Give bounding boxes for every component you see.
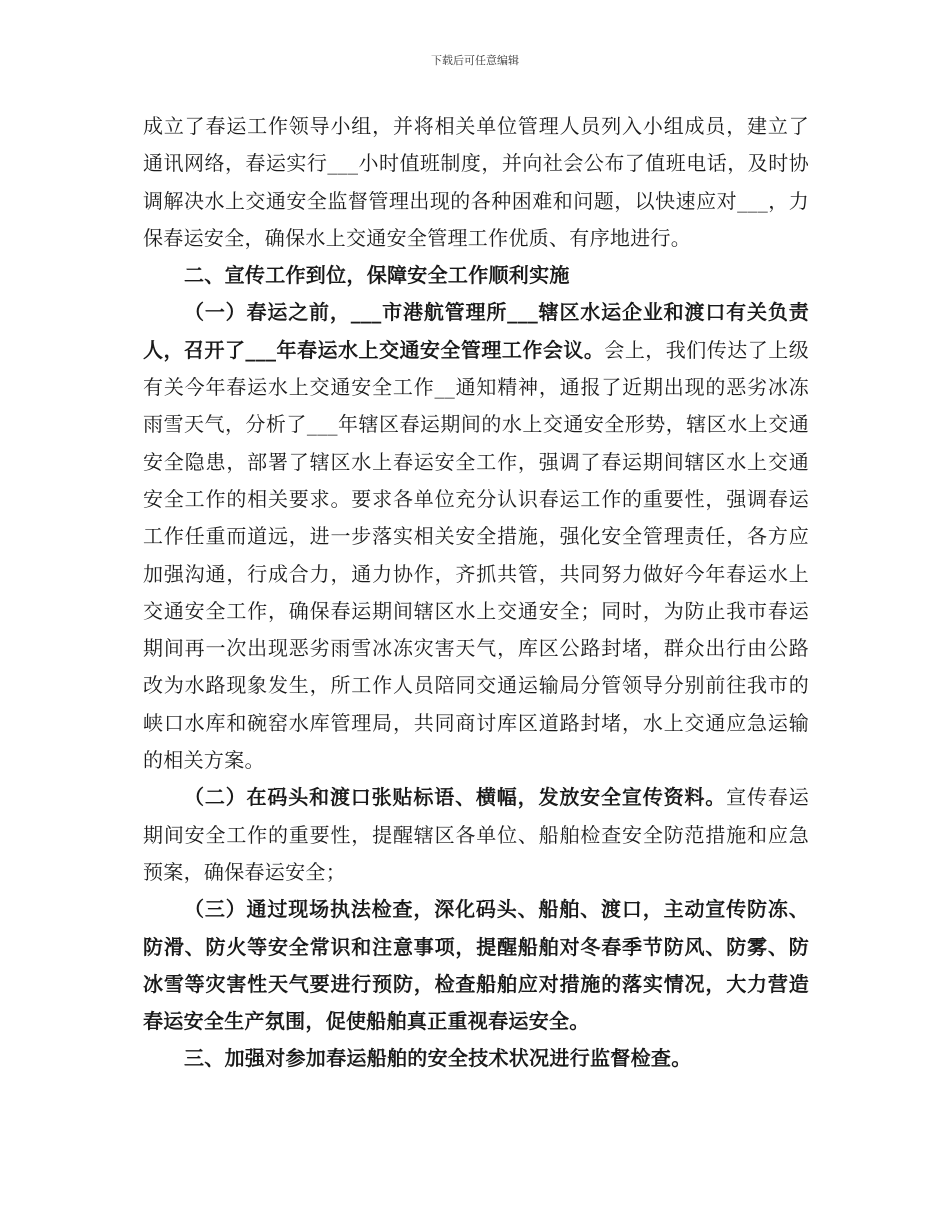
document-body	[143, 108, 809, 1078]
paragraph-item-1	[143, 294, 809, 779]
page-header: 下载后可任意编辑	[431, 54, 519, 67]
section-heading-3	[143, 1040, 809, 1077]
paragraph-lead: （三）通过现场执法检查，深化码头、船舶、渡口，主动宣传防冻、防滑、防火等安全常识和注意事项，提醒船舶对冬春季节防风、防雾、防冰雪等灾害性天气要进行预防，检查船舶应对措施的落实情况，大力营造春运安全生产氛围，促使船舶真正重视春运安全。	[143, 897, 809, 1034]
paragraph-text: 成立了春运工作领导小组，并将相关单位管理人员列入小组成员，建立了通讯网络，春运实行___小时值班制度，并向社会公布了值班电话，及时协调解决水上交通安全监督管理出现的各种困难和问题，以快速应对___，力保春运安全，确保水上交通安全管理工作优质、有序地进行。	[143, 114, 809, 250]
paragraph-text: 会上，我们传达了上级有关今年春运水上交通安全工作__通知精神，通报了近期出现的恶劣冰冻雨雪天气，分析了___年辖区春运期间的水上交通安全形势，辖区水上交通安全隐患，部署了辖区水上春运安全工作，强调了春运期间辖区水上交通安全工作的相关要求。要求各单位充分认识春运工作的重要性，强调春运工作任重而道远，进一步落实相关安全措施，强化安全管理责任，各方应加强沟通，行成合力，通力协作，齐抓共管，共同努力做好今年春运水上交通安全工作，确保春运期间辖区水上交通安全；同时，为防止我市春运期间再一次出现恶劣雨雪冰冻灾害天气，库区公路封堵，群众出行由公路改为水路现象发生，所工作人员陪同交通运输局分管领导分别前往我市的峡口水库和碗窑水库管理局，共同商讨库区道路封堵，水上交通应急运输的相关方案。	[143, 337, 810, 773]
paragraph-item-3	[143, 891, 809, 1040]
paragraph-item-2	[143, 779, 809, 891]
section-heading-text: 二、宣传工作到位，保障安全工作顺利实施	[184, 263, 570, 288]
paragraph-text: 宣传春运期间安全工作的重要性，提醒辖区各单位、船舶检查安全防范措施和应急预案，确保春运安全；	[143, 785, 809, 884]
section-heading-2	[143, 257, 809, 294]
paragraph-lead: （二）在码头和渡口张贴标语、横幅，发放安全宣传资料。	[184, 785, 727, 810]
section-heading-text: 三、加强对参加春运船舶的安全技术状况进行监督检查。	[184, 1046, 692, 1071]
paragraph-lead: （一）春运之前，___市港航管理所___辖区水运企业和渡口有关负责人，召开了___年春运水上交通安全管理工作会议。	[143, 300, 809, 362]
paragraph-continuation	[143, 108, 809, 257]
